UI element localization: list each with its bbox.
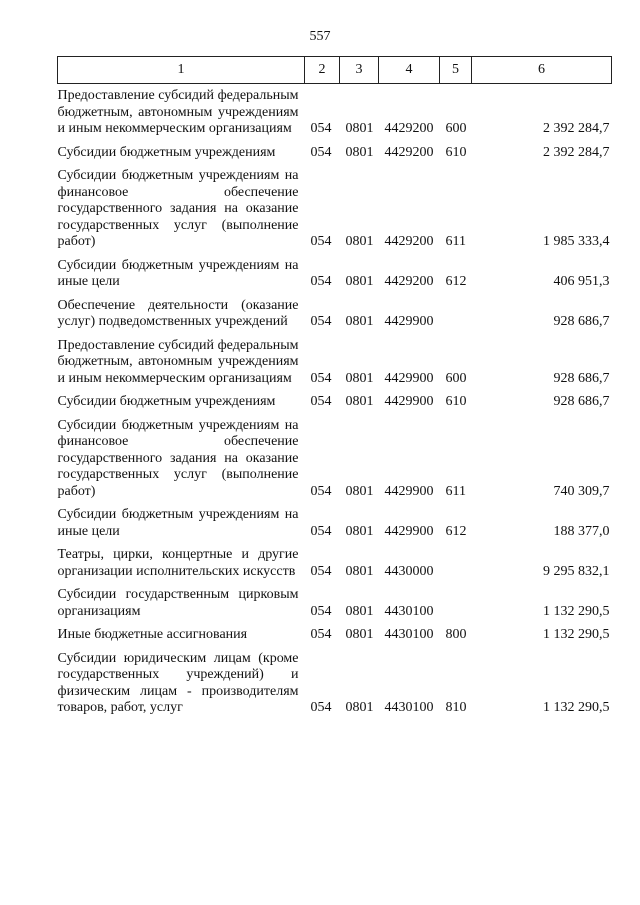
row-article-code: 4429200 (384, 234, 434, 249)
row-article-code: 4429200 (384, 144, 434, 160)
row-name: Субсидии бюджетным учреждениям на финансовое обеспечение государственного задания на оказание государственных услуг (выполнение работ) (57, 417, 299, 499)
row-amount: 1 132 290,5 (543, 603, 610, 619)
table-header-row (58, 57, 612, 84)
row-ministry-code: 054 (310, 314, 332, 329)
row-section-code: 0801 (345, 627, 374, 642)
table-row (58, 331, 612, 388)
row-article-code: 4429900 (384, 394, 434, 409)
row-name: Обеспечение деятельности (оказание услуг) подведомственных учреждений (57, 297, 299, 329)
page-number: 557 (309, 29, 331, 44)
row-article-code: 4429200 (384, 121, 434, 136)
column-header-6: 6 (472, 57, 612, 84)
row-amount: 1 985 333,4 (543, 234, 610, 249)
table-row (58, 84, 612, 138)
row-ministry-code: 054 (310, 274, 332, 289)
row-article-code: 4430100 (384, 603, 434, 619)
table-row (58, 291, 612, 331)
row-amount: 2 392 284,7 (543, 144, 610, 160)
row-name: Субсидии бюджетным учреждениям на иные цели (57, 507, 299, 539)
table-row (58, 411, 612, 501)
row-expense-type: 800 (445, 627, 467, 642)
row-expense-type (440, 580, 472, 620)
row-expense-type: 810 (445, 700, 467, 715)
row-expense-type (440, 540, 472, 580)
row-amount: 928 686,7 (553, 314, 610, 329)
table-row (58, 580, 612, 620)
row-ministry-code: 054 (310, 603, 332, 619)
row-amount: 2 392 284,7 (543, 121, 610, 136)
row-article-code: 4429900 (384, 370, 434, 386)
row-section-code: 0801 (345, 563, 374, 579)
row-article-code: 4430000 (384, 563, 434, 579)
row-section-code: 0801 (345, 394, 374, 409)
row-section-code: 0801 (345, 483, 374, 499)
row-name: Субсидии бюджетным учреждениям на финансовое обеспечение государственного задания на оказание государственных услуг (выполнение работ) (57, 168, 299, 249)
row-expense-type (440, 291, 472, 331)
row-amount: 928 686,7 (553, 394, 610, 409)
row-amount: 1 132 290,5 (543, 700, 610, 715)
budget-table (57, 56, 612, 717)
row-article-code: 4430100 (384, 700, 434, 715)
row-ministry-code: 054 (310, 144, 332, 160)
row-ministry-code: 054 (310, 627, 332, 642)
table-row (58, 138, 612, 162)
row-expense-type: 610 (445, 394, 467, 409)
table-row (58, 500, 612, 540)
column-header-5: 5 (440, 57, 472, 84)
row-section-code: 0801 (345, 370, 374, 386)
row-expense-type: 612 (445, 274, 467, 289)
column-header-2: 2 (305, 57, 340, 84)
row-amount: 9 295 832,1 (543, 563, 610, 579)
table-row (58, 251, 612, 291)
row-ministry-code: 054 (310, 483, 332, 499)
row-section-code: 0801 (345, 274, 374, 289)
row-expense-type: 600 (445, 121, 467, 136)
row-section-code: 0801 (345, 523, 374, 539)
row-expense-type: 600 (445, 370, 467, 386)
column-header-3: 3 (340, 57, 379, 84)
row-name: Субсидии государственным цирковым организациям (57, 587, 299, 619)
row-name: Предоставление субсидий федеральным бюджетным, автономным учреждениям и иным некоммерческим организациям (57, 88, 299, 136)
row-name: Театры, цирки, концертные и другие организации исполнительских искусств (57, 547, 299, 579)
column-header-1: 1 (58, 57, 305, 84)
row-name: Предоставление субсидий федеральным бюджетным, автономным учреждениям и иным некоммерческим организациям (57, 337, 299, 386)
row-amount: 406 951,3 (553, 274, 610, 289)
table-row (58, 540, 612, 580)
table-row (58, 387, 612, 411)
table-row (58, 161, 612, 251)
row-article-code: 4429900 (384, 523, 434, 539)
row-ministry-code: 054 (310, 234, 332, 249)
row-section-code: 0801 (345, 234, 374, 249)
row-section-code: 0801 (345, 603, 374, 619)
row-name: Субсидии юридическим лицам (кроме государственных учреждений) и физическим лицам - производителям товаров, работ, услуг (57, 650, 299, 715)
row-amount: 740 309,7 (553, 483, 610, 499)
row-ministry-code: 054 (310, 121, 332, 136)
row-ministry-code: 054 (310, 700, 332, 715)
row-name: Субсидии бюджетным учреждениям на иные цели (57, 257, 299, 289)
table-body (58, 84, 612, 717)
row-article-code: 4429900 (384, 483, 434, 499)
row-section-code: 0801 (345, 144, 374, 160)
row-section-code: 0801 (345, 314, 374, 329)
column-header-4: 4 (379, 57, 440, 84)
row-ministry-code: 054 (310, 563, 332, 579)
row-section-code: 0801 (345, 121, 374, 136)
row-expense-type: 611 (445, 234, 466, 249)
row-amount: 1 132 290,5 (543, 627, 610, 642)
row-name: Иные бюджетные ассигнования (57, 627, 248, 642)
row-expense-type: 612 (445, 523, 467, 539)
table-row (58, 620, 612, 644)
table-row (58, 644, 612, 717)
row-section-code: 0801 (345, 700, 374, 715)
row-expense-type: 611 (445, 483, 466, 499)
row-expense-type: 610 (445, 144, 467, 160)
row-amount: 188 377,0 (553, 523, 610, 539)
row-ministry-code: 054 (310, 394, 332, 409)
row-article-code: 4429200 (384, 274, 434, 289)
row-ministry-code: 054 (310, 370, 332, 386)
row-amount: 928 686,7 (553, 370, 610, 386)
row-name: Субсидии бюджетным учреждениям (57, 144, 276, 160)
row-article-code: 4430100 (384, 627, 434, 642)
row-article-code: 4429900 (384, 314, 434, 329)
row-ministry-code: 054 (310, 523, 332, 539)
row-name: Субсидии бюджетным учреждениям (57, 394, 276, 409)
